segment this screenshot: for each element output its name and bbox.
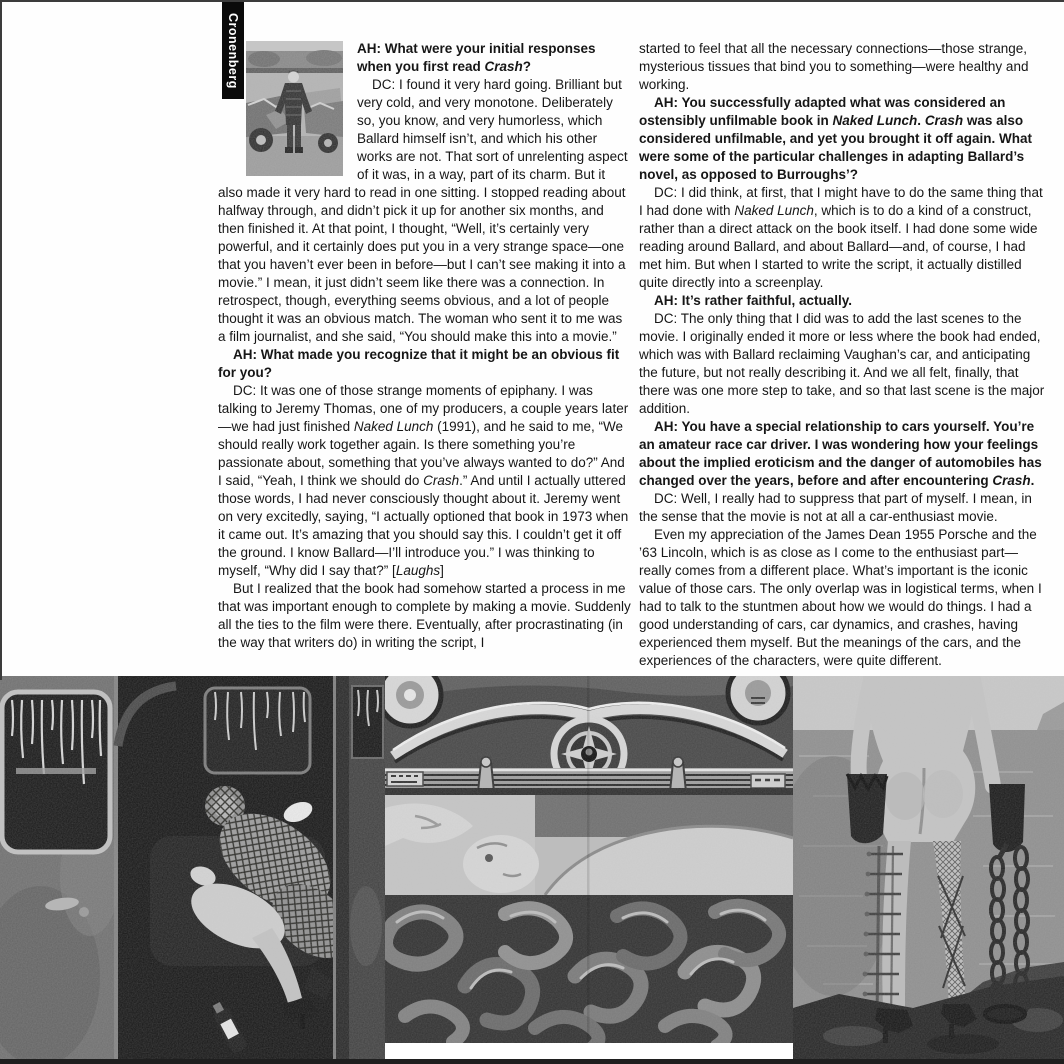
interview-question: AH: You have a special relationship to cars yourself. You’re an amateur race car driver. I was wondering how your feelings about the implied eroticism and the danger of automobiles has changed over the years, before and after encountering Crash. <box>639 419 1042 488</box>
page-edge-line <box>0 0 1064 2</box>
interview-text-right <box>639 40 1050 670</box>
photo-cronenberg-at-crash-site <box>246 41 343 176</box>
section-tab-cronenberg: Cronenberg <box>222 2 244 99</box>
interview-answer: DC: It was one of those strange moments of epiphany. I was talking to Jeremy Thomas, one of my producers, a couple years later—we had just finished Naked Lunch (1991), and he said to me, “We should really work together again. Is there something you’re passionate about, something that you’ve always wanted to do?” And I said, “Yeah, I think we should do Crash.” And until I actually uttered those words, I had never consciously thought about it. Jeremy went on very excitedly, saying, “I actually optioned that book in 1973 when it came out. It’s amazing that you should say this. I couldn’t get it off the ground. I know Ballard—I’ll introduce you.” I was thinking to myself, “Why did I say that?” [Laughs] <box>218 383 629 578</box>
interview-answer: DC: I did think, at first, that I might have to do the same thing that I had done with Naked Lunch, which is to do a kind of a construct, rather than a direct attack on the book itself. I had done some wide reading around Ballard, and about Ballard—and, of course, I had met him. But when I started to write the script, it actually distilled quite directly into a screenplay. <box>639 185 1043 290</box>
page-bottom-edge <box>0 1059 1064 1064</box>
interview-answer: DC: I found it very hard going. Brilliant but very cold, and very monotone. Deliberately so, you know, and very humorless, which Ballard himself isn’t, and which his other works are not. That sort of unrelenting aspect of it was, in a way, part of its charm. But it also made it very hard to read in one sitting. I stopped reading about halfway through, and didn’t pick it up for another six months, and then finished it. At that point, I thought, “Well, it’s certainly very powerful, and it certainly does put you in a very strange space—one that you haven’t ever been in before—but I can’t see making it into a movie.” I mean, it just didn’t seem like there was a connection. In retrospect, though, everything seems obvious, and a lot of people thought it was an obvious match. The woman who sent it to me was a film journalist, and she said, “You should make this into a movie.” <box>218 77 628 344</box>
interview-question: AH: What were your initial responses when you first read Crash? <box>357 41 596 74</box>
photo-car-interior-fishnet-figure <box>0 676 385 1064</box>
interview-question: AH: You successfully adapted what was considered an ostensibly unfilmable book in Naked Lunch. Crash was also considered unfilmable, and yet you brought it off again. What were some of the particular challenges in adapting Ballard’s novel, as opposed to Burroughs’? <box>639 95 1033 182</box>
interview-question: AH: What made you recognize that it might be an obvious fit for you? <box>218 347 620 380</box>
interview-question: AH: It’s rather faithful, actually. <box>654 293 853 308</box>
interview-answer: Even my appreciation of the James Dean 1955 Porsche and the ’63 Lincoln, which is as close as I come to the enthusiast part—really comes from a different place. What’s important is the iconic value of those cars. The only overlap was in logistical terms, when I had to talk to the stuntmen about how we would do things. I had a good understanding of cars, car dynamics, and crashes, having experienced them myself. But the meanings of the cars, and the experiences of the characters, were quite different. <box>639 527 1042 668</box>
interview-answer: DC: The only thing that I did was to add the last scenes to the movie. I originally ended it more or less where the book had ended, which was with Ballard reclaiming Vaughan’s car, and anticipating the future, but not really describing it. And we all felt, finally, that there was one more step to take, and so that last scene is the major addition. <box>639 311 1045 416</box>
page-edge-line <box>0 0 2 680</box>
photo-figure-leg-brace-chains-sea <box>793 676 1064 1064</box>
right-column <box>639 40 1050 670</box>
interview-answer: DC: Well, I really had to suppress that part of myself. I mean, in the sense that the movie is not at all a car-enthusiast movie. <box>639 491 1032 524</box>
interview-answer: started to feel that all the necessary connections—those strange, mysterious tissues that bind you to something—were healthy and working. <box>639 41 1029 92</box>
interview-answer: But I realized that the book had somehow started a process in me that was important enough to complete by making a movie. Suddenly all the ties to the film were there. Eventually, after procrastinating (in the way that writers do) in writing the script, I <box>218 581 631 650</box>
photo-collage-grille-flesh-intestines <box>385 676 793 1043</box>
